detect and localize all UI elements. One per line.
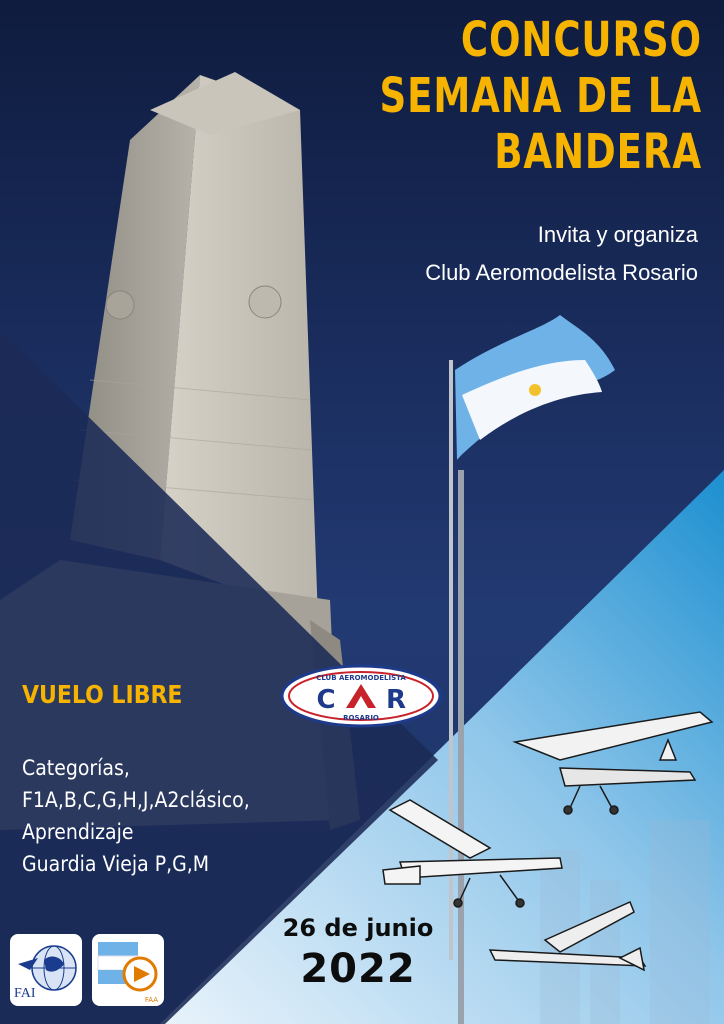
club-logo-letter-r: R xyxy=(385,685,407,715)
club-logo-bottom-text: ROSARIO xyxy=(343,714,379,722)
invite-line-2: Club Aeromodelista Rosario xyxy=(425,260,698,285)
category-line: Categorías, xyxy=(22,756,130,780)
categories-list xyxy=(22,752,250,880)
plane-1-icon xyxy=(515,712,712,814)
plane-2-icon xyxy=(383,800,562,907)
event-date: 26 de junio xyxy=(282,914,434,942)
section-title: VUELO LIBRE xyxy=(22,680,183,709)
invite-line-1: Invita y organiza xyxy=(537,222,698,247)
fai-logo xyxy=(10,934,82,1006)
faa-logo xyxy=(92,934,164,1006)
category-line: F1A,B,C,G,H,J,A2clásico, xyxy=(22,788,250,812)
plane-3-icon xyxy=(490,902,645,970)
club-logo-letter-c: C xyxy=(316,685,336,715)
category-line: Guardia Vieja P,G,M xyxy=(22,852,210,876)
title-line-3: BANDERA xyxy=(494,124,702,180)
event-year: 2022 xyxy=(300,946,416,992)
title-line-2: SEMANA DE LA xyxy=(379,68,702,124)
category-line: Aprendizaje xyxy=(22,820,134,844)
title-line-1: CONCURSO xyxy=(460,12,702,68)
club-logo-top-text: CLUB AEROMODELISTA xyxy=(316,674,406,682)
faa-label: FAA xyxy=(144,996,158,1004)
fai-label: FAI xyxy=(14,986,36,1001)
